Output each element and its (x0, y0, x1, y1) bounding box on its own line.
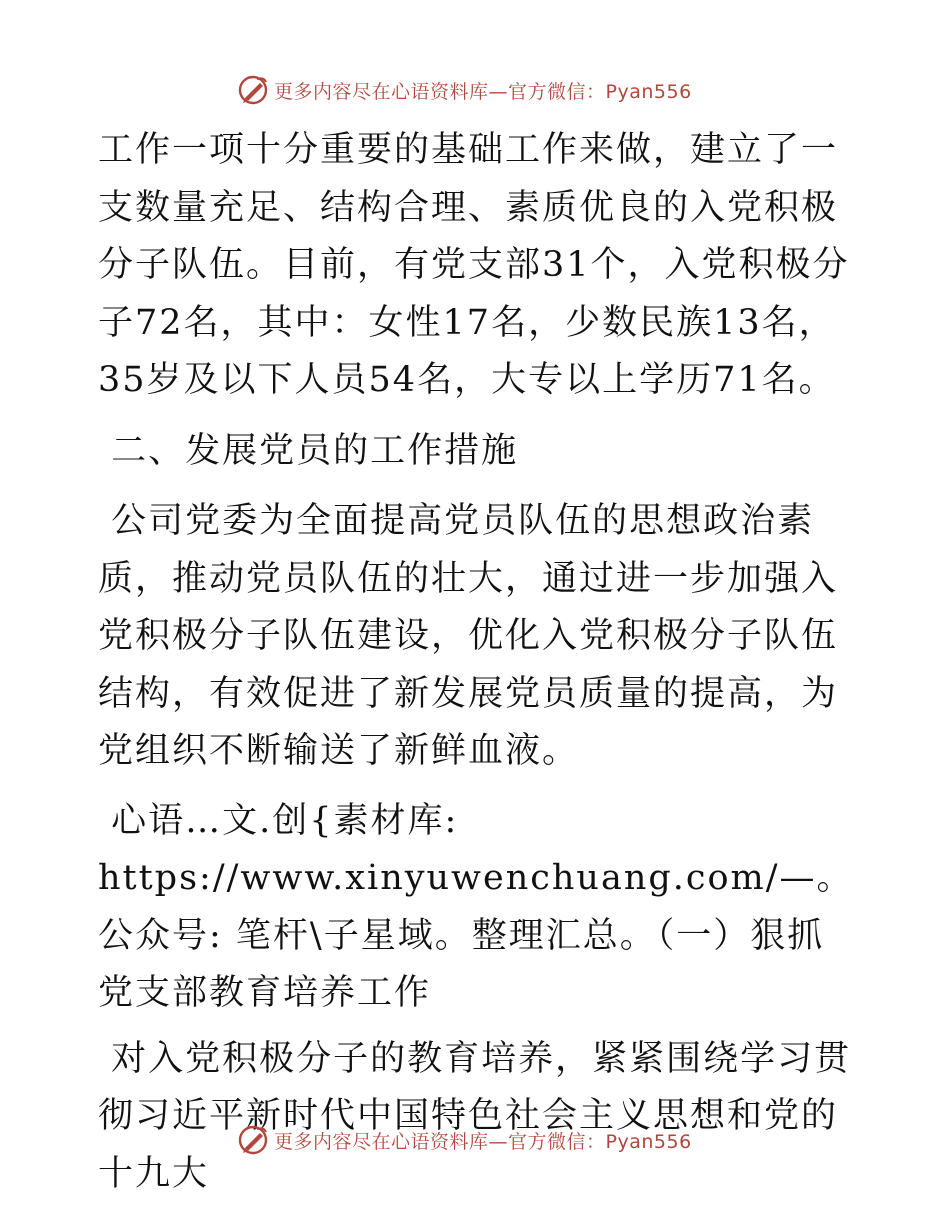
header-banner-text: 更多内容尽在心语资料库—官方微信：Pyan556 (274, 80, 692, 103)
paragraph-party-activists-overview: 工作一项十分重要的基础工作来做，建立了一支数量充足、结构合理、素质优良的入党积极分子队伍。目前，有党支部31个，入党积极分子72名，其中：女性17名，少数民族13名，35岁及以下人员54名，大专以上学历71名。 (98, 130, 850, 400)
footer-banner-text: 更多内容尽在心语资料库—官方微信：Pyan556 (274, 1130, 692, 1153)
paragraph-source-note: 心语…文.创{素材库: https://www.xinyuwenchuang.com/—。公众号: 笔杆\子星域。整理汇总。（一）狠抓党支部教育培养工作 (98, 800, 854, 1013)
footer-banner (236, 1122, 692, 1158)
paragraph-party-committee: 公司党委为全面提高党员队伍的思想政治素质，推动党员队伍的壮大，通过进一步加强入党积极分子队伍建设，优化入党积极分子队伍结构，有效促进了新发展党员质量的提高，为党组织不断输送了新鲜血液。 (98, 501, 839, 771)
pen-logo-icon (236, 1123, 270, 1157)
pen-logo-icon (236, 73, 270, 107)
section-heading-measures: 二、发展党员的工作措施 (98, 430, 519, 471)
paragraph-education-training: 对入党积极分子的教育培养，紧紧围绕学习贯彻习近平新时代中国特色社会主义思想和党的十九大 (98, 1038, 852, 1194)
header-banner (236, 72, 692, 108)
document-body (98, 122, 858, 1203)
